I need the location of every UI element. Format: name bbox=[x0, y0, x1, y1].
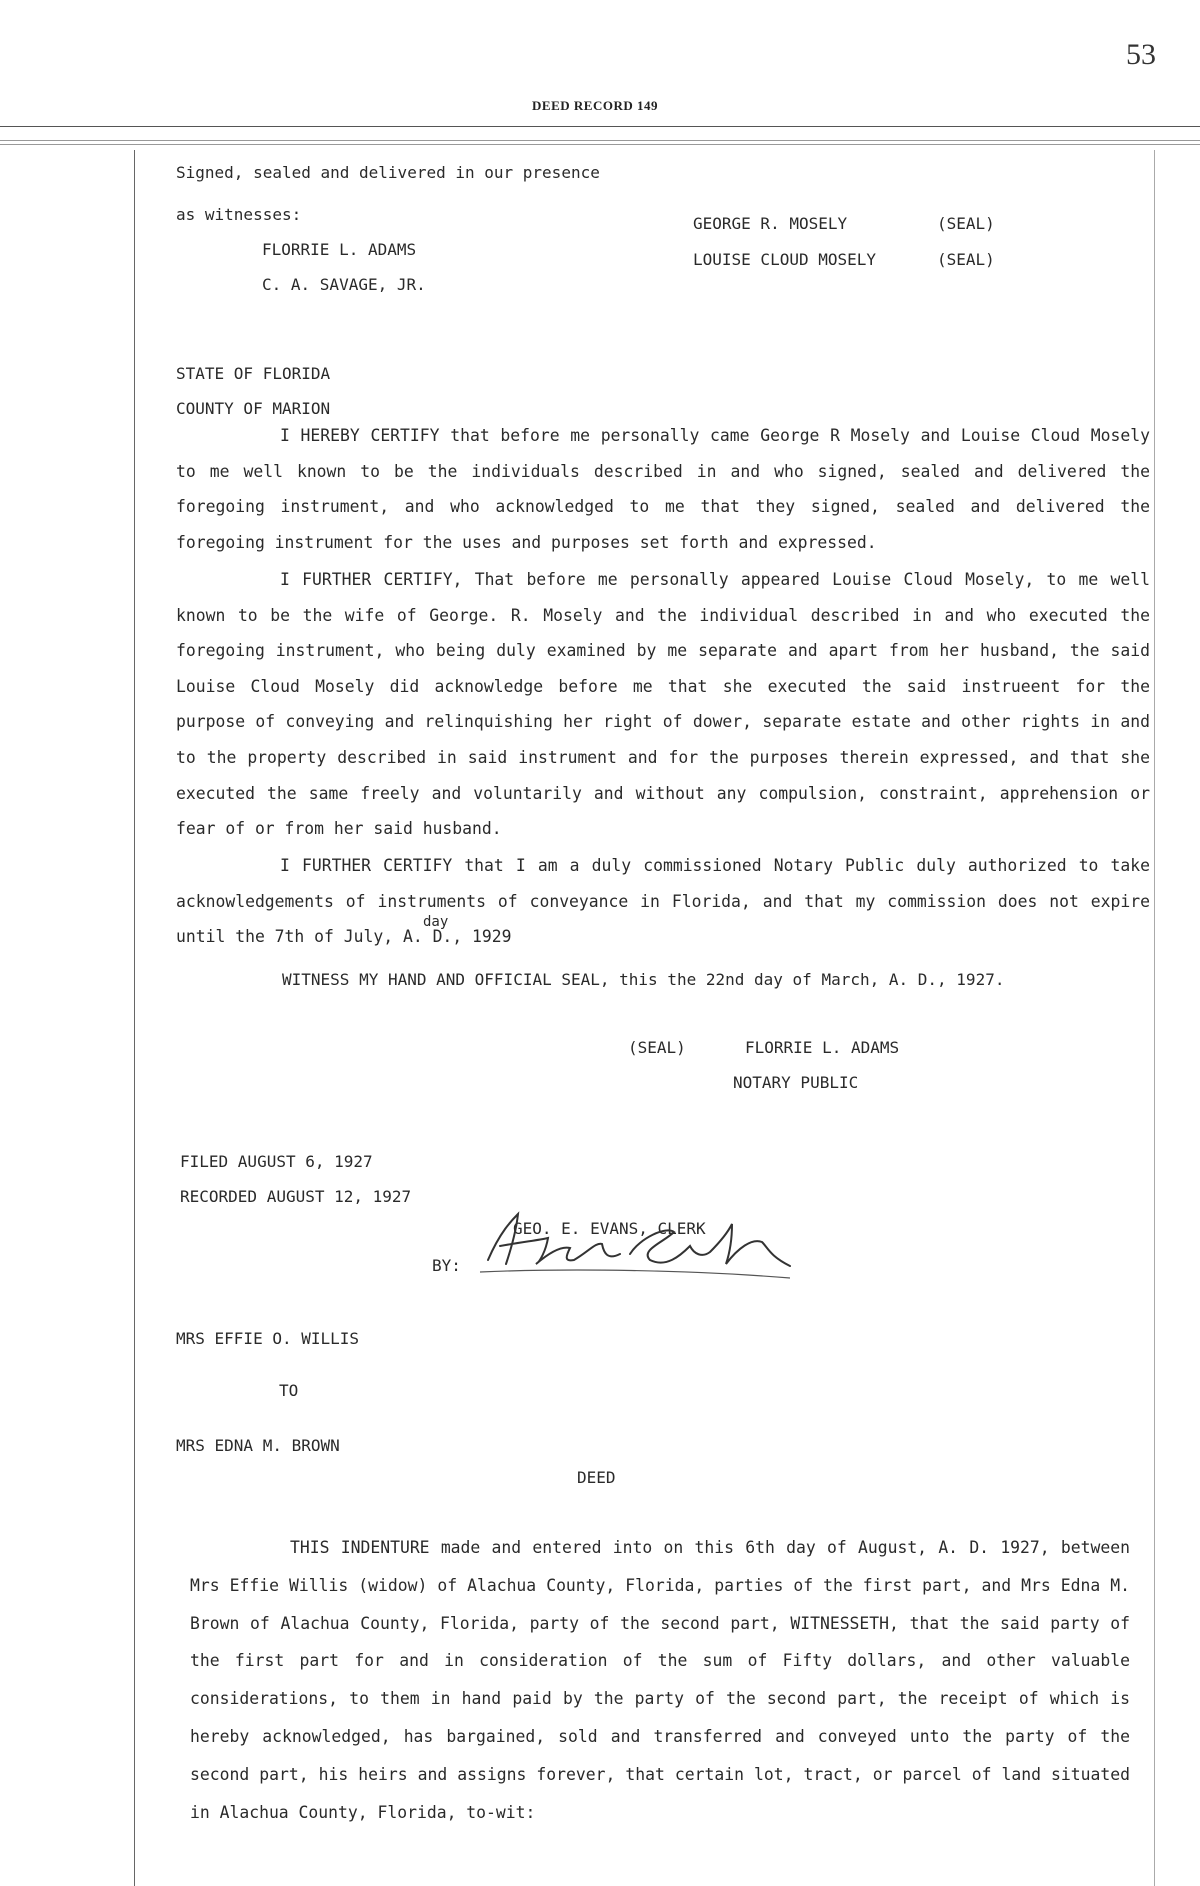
notary-seal: (SEAL) bbox=[628, 1038, 686, 1057]
page-number: 53 bbox=[1126, 38, 1156, 71]
witness-hand-line: WITNESS MY HAND AND OFFICIAL SEAL, this the 22nd day of March, A. D., 1927. bbox=[282, 970, 1005, 989]
interlineation: day bbox=[423, 914, 449, 930]
filed-date: FILED AUGUST 6, 1927 bbox=[180, 1152, 373, 1171]
header-rule-double bbox=[0, 140, 1200, 141]
grantor-seal: (SEAL) bbox=[937, 250, 995, 269]
county-line: COUNTY OF MARION bbox=[176, 399, 331, 418]
new-deed-grantee: MRS EDNA M. BROWN bbox=[176, 1436, 340, 1455]
header-rule-double bbox=[0, 144, 1200, 145]
by-label: BY: bbox=[432, 1256, 461, 1275]
clerk-name: GEO. E. EVANS, CLERK bbox=[513, 1219, 706, 1238]
to-label: TO bbox=[279, 1381, 299, 1400]
recorded-date: RECORDED AUGUST 12, 1927 bbox=[180, 1187, 412, 1206]
notary-name: FLORRIE L. ADAMS bbox=[745, 1038, 900, 1057]
left-margin-rule bbox=[134, 150, 135, 1886]
header-rule bbox=[0, 126, 1200, 127]
indenture-paragraph: THIS INDENTURE made and entered into on this 6th day of August, A. D. 1927, between Mrs Effie Willis (widow) of Alachua County, Florida, parties of the first part, and Mrs Edna M. Brown of Alachua County, Florida, party of the second part, WITNESSETH, that the said party of the first part for and in consideration of the sum of Fifty dollars, and other valuable considerations, to them in hand paid by the party of the second part, the receipt of which is hereby acknowledged, has bargained, sold and transferred and conveyed unto the party of the second part, his heirs and assigns forever, that certain lot, tract, or parcel of land situated in Alachua County, Florida, to-wit: bbox=[190, 1538, 1130, 1822]
record-title: DEED RECORD 149 bbox=[532, 98, 658, 113]
right-margin-rule bbox=[1154, 150, 1155, 1886]
grantor-seal: (SEAL) bbox=[937, 214, 995, 233]
grantor-name: GEORGE R. MOSELY bbox=[693, 214, 848, 233]
new-deed-grantor: MRS EFFIE O. WILLIS bbox=[176, 1329, 360, 1348]
further-certify-paragraph: I FURTHER CERTIFY, That before me personally appeared Louise Cloud Mosely, to me well known to be the wife of George. R. Mosely and the individual described in and who executed the foregoing instrument, who being duly examined by me separate and apart from her husband, the said Louise Cloud Mosely did acknowledge before me that she executed the said instrueent for the purpose of conveying and relinquishing her right of dower, separate estate and other rights in and to the property described in said instrument and for the purposes therein expressed, and that she executed the same freely and voluntarily and without any compulsion, constraint, apprehension or fear of or from her said husband. bbox=[176, 570, 1150, 839]
commission-paragraph: I FURTHER CERTIFY that I am a duly commissioned Notary Public duly authorized to take acknowledgements of instruments of conveyance in Florida, and that my commission does not expire until the 7th of July, A. D., 1929 bbox=[176, 856, 1150, 947]
witness-intro-2: as witnesses: bbox=[176, 205, 302, 224]
witness-name: C. A. SAVAGE, JR. bbox=[262, 275, 426, 294]
witness-intro: Signed, sealed and delivered in our presence bbox=[176, 163, 600, 182]
deed-type: DEED bbox=[577, 1468, 616, 1487]
certify-paragraph: I HEREBY CERTIFY that before me personally came George R Mosely and Louise Cloud Mosely to me well known to be the individuals described in and who signed, sealed and delivered the foregoing instrument, and who acknowledged to me that they signed, sealed and delivered the foregoing instrument for the uses and purposes set forth and expressed. bbox=[176, 426, 1150, 552]
witness-name: FLORRIE L. ADAMS bbox=[262, 240, 417, 259]
state-line: STATE OF FLORIDA bbox=[176, 364, 331, 383]
deputy-signature bbox=[470, 1202, 800, 1282]
notary-title: NOTARY PUBLIC bbox=[733, 1073, 859, 1092]
grantor-name: LOUISE CLOUD MOSELY bbox=[693, 250, 877, 269]
